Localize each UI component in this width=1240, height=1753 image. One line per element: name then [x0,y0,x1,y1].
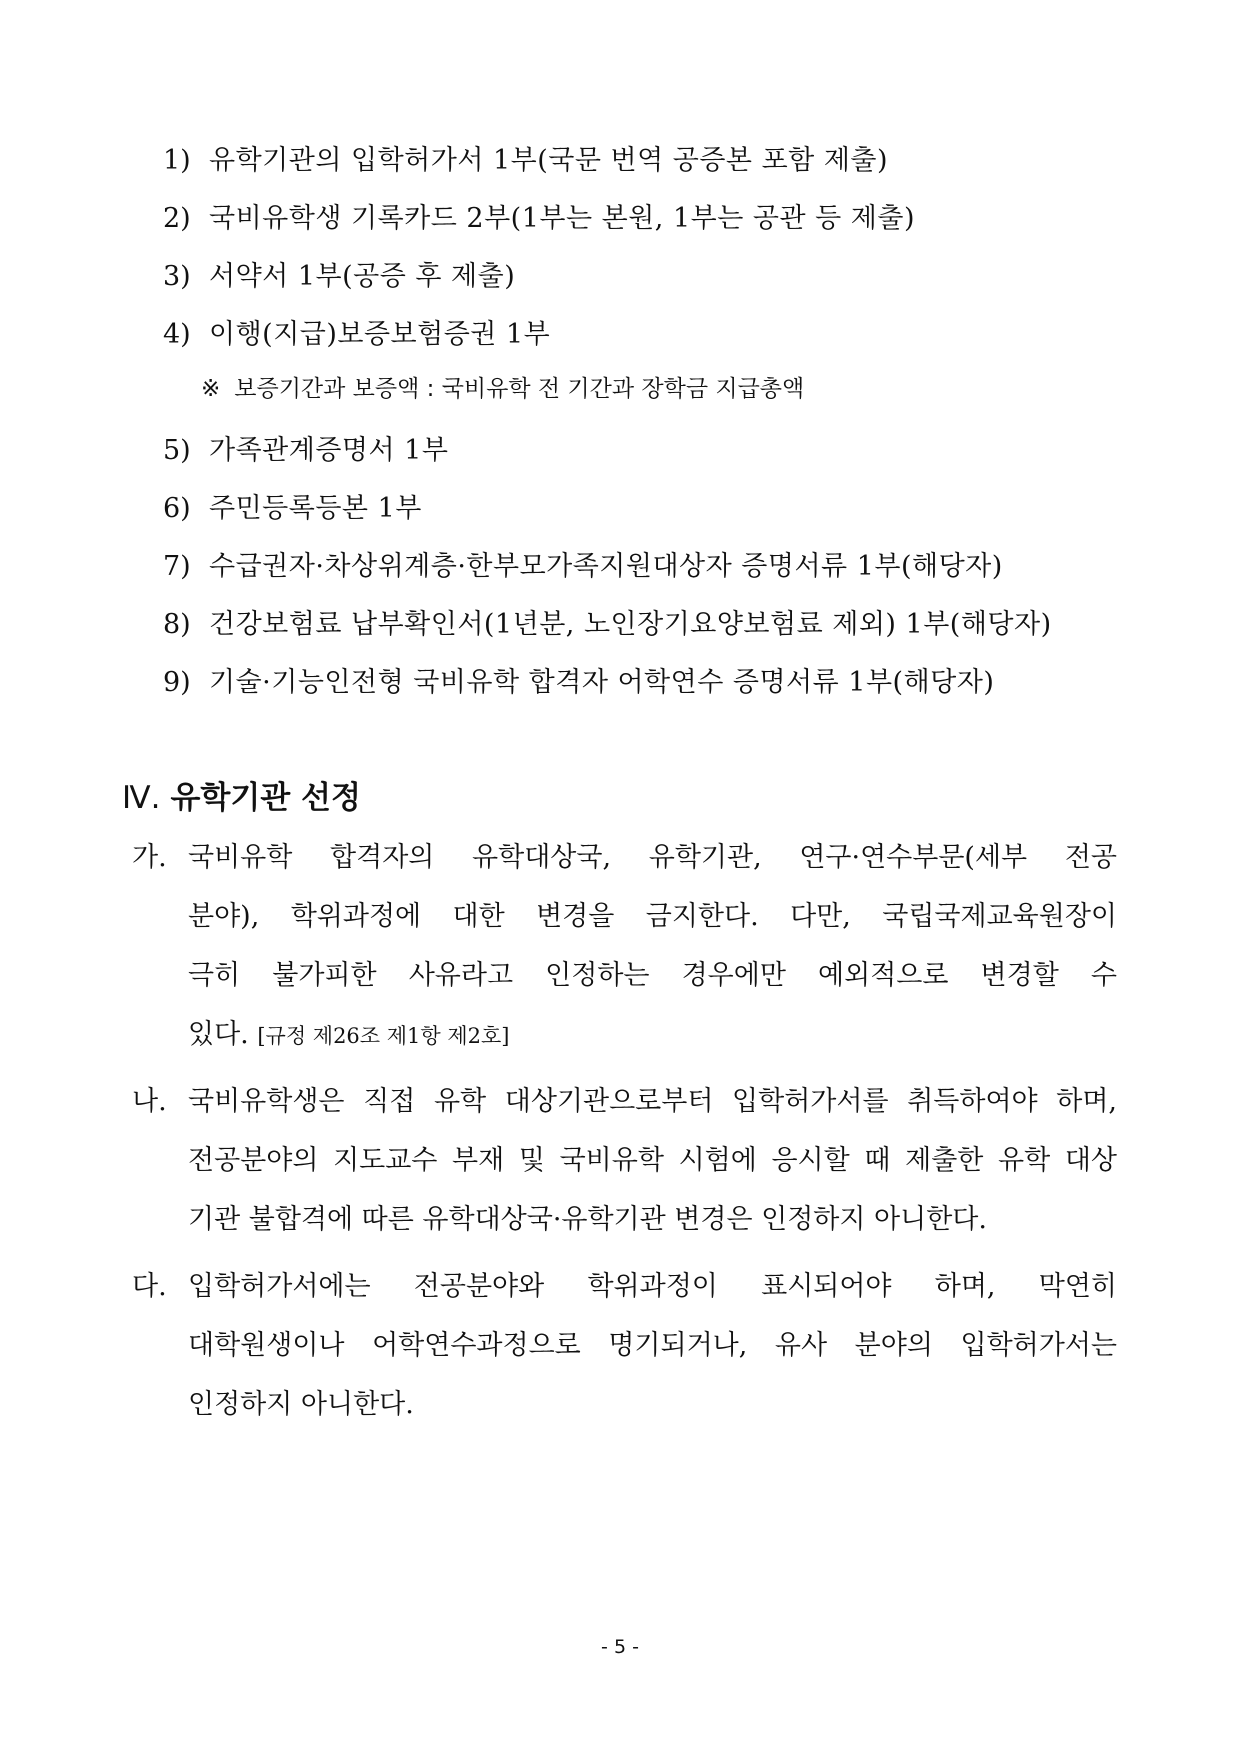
item-number: 7) [163,551,191,582]
list-item [163,602,1123,660]
regulation-reference: [규정 제26조 제1항 제2호] [257,1024,510,1048]
note-text: 보증기간과 보증액 : 국비유학 전 기간과 장학금 지급총액 [234,376,805,402]
paragraph-mark: 나. [132,1086,167,1117]
paragraph-na [132,1072,1117,1249]
item-text: 주민등록등본 1부 [209,493,422,524]
paragraph-line: 기관 불합격에 따른 유학대상국·유학기관 변경은 인정하지 아니한다. [188,1204,987,1235]
section-number: Ⅳ. [122,780,161,816]
paragraph-line: 극히 불가피한 사유라고 인정하는 경우에만 예외적으로 변경할 수 [188,960,1117,991]
item-text: 수급권자·차상위계층·한부모가족지원대상자 증명서류 1부(해당자) [209,551,1003,582]
paragraph-mark: 가. [132,842,167,873]
required-documents-list [163,138,1123,718]
section-paragraphs [132,828,1117,1442]
section-heading [122,772,361,817]
item-text: 이행(지급)보증보험증권 1부 [209,319,551,350]
item-text: 기술·기능인전형 국비유학 합격자 어학연수 증명서류 1부(해당자) [209,667,995,698]
item-text: 국비유학생 기록카드 2부(1부는 본원, 1부는 공관 등 제출) [209,203,915,234]
paragraph-mark: 다. [132,1271,167,1302]
paragraph-da [132,1257,1117,1434]
section-title: 유학기관 선정 [170,780,361,816]
paragraph-line-text: 있다. [188,1019,249,1050]
list-item [163,196,1123,254]
page-number: - 5 - [601,1636,639,1658]
item-number: 6) [163,493,191,524]
item-number: 1) [163,145,191,176]
list-item [163,428,1123,486]
item-number: 4) [163,319,191,350]
guarantee-note [163,370,1123,428]
list-item [163,138,1123,196]
item-text: 가족관계증명서 1부 [209,435,449,466]
paragraph-line: 국비유학 합격자의 유학대상국, 유학기관, 연구·연수부문(세부 전공 [188,842,1117,873]
paragraph-line: 전공분야의 지도교수 부재 및 국비유학 시험에 응시할 때 제출한 유학 대상 [188,1145,1117,1176]
paragraph-line: 대학원생이나 어학연수과정으로 명기되거나, 유사 분야의 입학허가서는 [188,1330,1117,1361]
paragraph-line [188,1005,1117,1064]
paragraph-line: 인정하지 아니한다. [188,1389,414,1420]
item-text: 건강보험료 납부확인서(1년분, 노인장기요양보험료 제외) 1부(해당자) [209,609,1052,640]
list-item [163,486,1123,544]
item-text: 서약서 1부(공증 후 제출) [209,261,516,292]
list-item [163,254,1123,312]
list-item [163,544,1123,602]
paragraph-ga [132,828,1117,1064]
paragraph-line: 국비유학생은 직접 유학 대상기관으로부터 입학허가서를 취득하여야 하며, [188,1086,1117,1117]
item-text: 유학기관의 입학허가서 1부(국문 번역 공증본 포함 제출) [209,145,889,176]
list-item [163,660,1123,718]
item-number: 2) [163,203,191,234]
item-number: 9) [163,667,191,698]
paragraph-line: 분야), 학위과정에 대한 변경을 금지한다. 다만, 국립국제교육원장이 [188,901,1117,932]
item-number: 3) [163,261,191,292]
item-number: 5) [163,435,191,466]
list-item [163,312,1123,370]
item-number: 8) [163,609,191,640]
paragraph-line: 입학허가서에는 전공분야와 학위과정이 표시되어야 하며, 막연히 [188,1271,1117,1302]
note-mark: ※ [201,376,221,402]
